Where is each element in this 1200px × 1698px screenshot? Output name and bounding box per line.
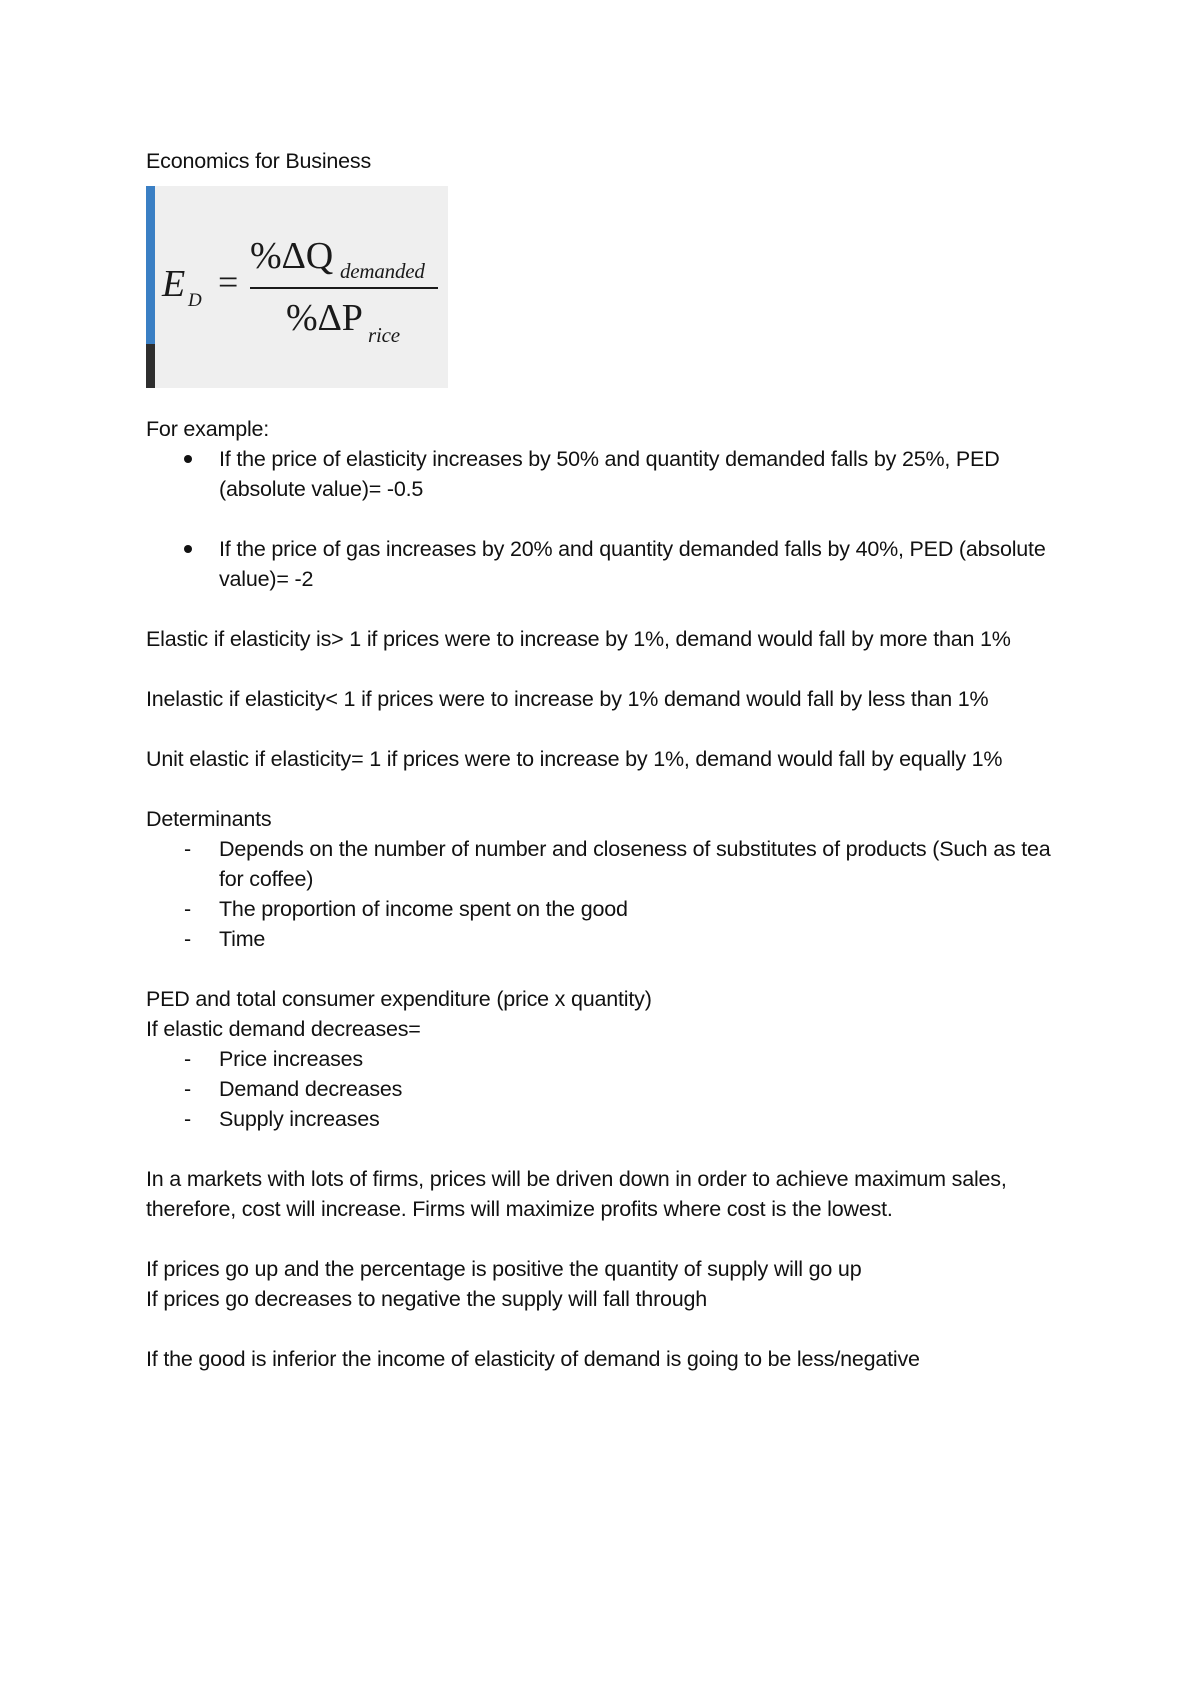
dash-marker: - bbox=[184, 927, 191, 951]
spacer bbox=[146, 714, 1076, 744]
determinants-heading: Determinants bbox=[146, 807, 272, 831]
dash-marker: - bbox=[184, 1107, 191, 1131]
dash-marker: - bbox=[184, 1047, 191, 1071]
definition-elastic: Elastic if elasticity is> 1 if prices were to increase by 1%, demand would fall by more than 1% bbox=[146, 627, 1011, 651]
document-title: Economics for Business bbox=[146, 149, 372, 173]
spacer bbox=[146, 954, 1076, 984]
determinant-text: Depends on the number of number and closeness of substitutes of products (Such as tea for coffee) bbox=[219, 837, 1051, 891]
expenditure-text: Demand decreases bbox=[219, 1077, 403, 1101]
example-text: If the price of gas increases by 20% and quantity demanded falls by 40%, PED (absolute value)= -2 bbox=[219, 537, 1046, 591]
price-line: If prices go decreases to negative the supply will fall through bbox=[146, 1287, 708, 1311]
expenditure-list bbox=[146, 1044, 1076, 1134]
expenditure-text: Price increases bbox=[219, 1047, 363, 1071]
expenditure-heading: PED and total consumer expenditure (price x quantity) bbox=[146, 987, 652, 1011]
list-item bbox=[146, 894, 1076, 924]
list-item bbox=[146, 924, 1076, 954]
spacer bbox=[146, 654, 1076, 684]
determinants-list bbox=[146, 834, 1076, 954]
example-heading: For example: bbox=[146, 417, 270, 441]
price-line: If prices go up and the percentage is positive the quantity of supply will go up bbox=[146, 1257, 862, 1281]
markets-paragraph: In a markets with lots of firms, prices will be driven down in order to achieve maximum sales, therefore, cost will increase. Firms will maximize profits where cost is the lowest. bbox=[146, 1167, 1007, 1221]
ped-formula-image bbox=[146, 186, 448, 388]
list-item bbox=[146, 444, 1076, 504]
list-item bbox=[146, 1074, 1076, 1104]
dash-marker: - bbox=[184, 1077, 191, 1101]
dash-marker: - bbox=[184, 837, 191, 861]
inferior-good-line: If the good is inferior the income of elasticity of demand is going to be less/negative bbox=[146, 1347, 920, 1371]
expenditure-subheading: If elastic demand decreases= bbox=[146, 1017, 421, 1041]
expenditure-text: Supply increases bbox=[219, 1107, 380, 1131]
spacer bbox=[146, 594, 1076, 624]
formula-lhs-subscript: D bbox=[188, 290, 202, 311]
examples-list bbox=[146, 444, 1076, 594]
formula-numerator: %ΔQ bbox=[250, 235, 333, 277]
list-item bbox=[146, 1044, 1076, 1074]
formula-denominator-subscript: rice bbox=[368, 323, 400, 347]
formula-svg bbox=[146, 186, 448, 388]
determinant-text: The proportion of income spent on the good bbox=[219, 897, 628, 921]
bullet-icon bbox=[184, 545, 192, 553]
document-body bbox=[146, 146, 1076, 1374]
definition-unit-elastic: Unit elastic if elasticity= 1 if prices were to increase by 1%, demand would fall by equally 1% bbox=[146, 747, 1003, 771]
spacer bbox=[146, 1134, 1076, 1164]
spacer bbox=[146, 1224, 1076, 1254]
list-item bbox=[146, 534, 1076, 594]
spacer bbox=[146, 774, 1076, 804]
formula-lhs-symbol: E bbox=[162, 263, 186, 305]
formula-numerator-subscript: demanded bbox=[340, 259, 425, 283]
formula-equals: = bbox=[218, 262, 239, 302]
formula-denominator: %ΔP bbox=[286, 297, 363, 339]
definition-inelastic: Inelastic if elasticity< 1 if prices were to increase by 1% demand would fall by less than 1% bbox=[146, 687, 989, 711]
spacer bbox=[146, 1314, 1076, 1344]
determinant-text: Time bbox=[219, 927, 266, 951]
dash-marker: - bbox=[184, 897, 191, 921]
bullet-icon bbox=[184, 455, 192, 463]
list-item bbox=[146, 834, 1076, 894]
list-item bbox=[146, 1104, 1076, 1134]
spacer bbox=[146, 504, 1076, 534]
example-text: If the price of elasticity increases by 50% and quantity demanded falls by 25%, PED (absolute value)= -0.5 bbox=[219, 447, 1000, 501]
